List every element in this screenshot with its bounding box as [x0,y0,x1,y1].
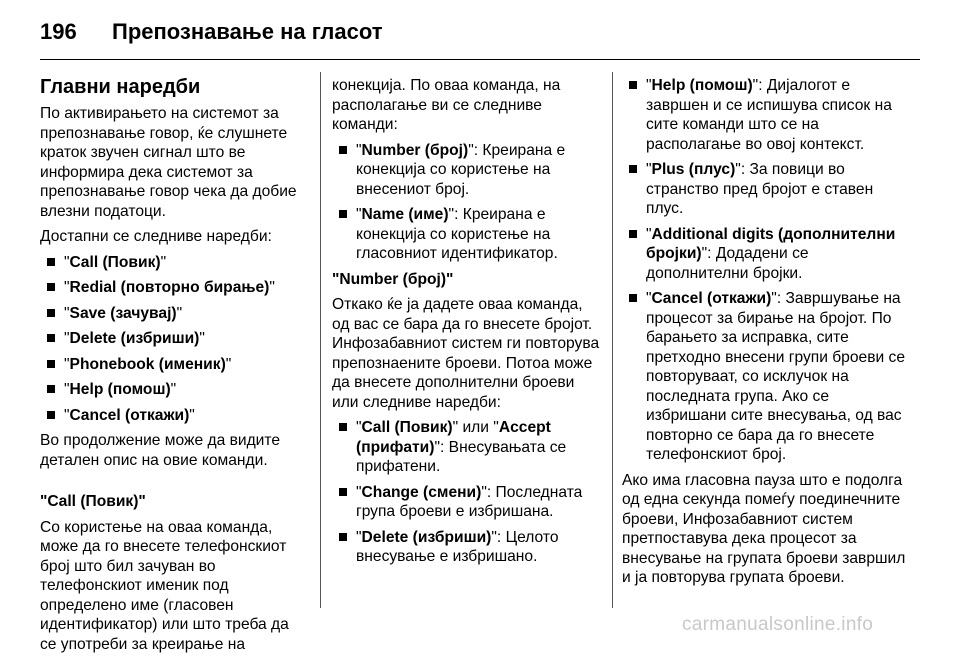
command-description: : Креирана е конекција со користење на гласовниот идентификатор. [356,206,558,262]
pause-paragraph: Ако има гласовна пауза што е подолга од една секунда помеѓу поединечните броеви, Инфозабавниот систем претпоставува дека процесот за внесување на групата броеви завршил и ја повторува групата броеви. [622,471,906,586]
list-item: "Call (Повик)" или "Accept (прифати)": Внесувањата се прифатени. [332,418,604,477]
command-label: Accept (прифати) [356,419,551,456]
available-commands-text: Достапни се следниве наредби: [40,228,272,245]
number-options-list [332,418,604,567]
command-label: Save (зачувај) [69,304,177,322]
number-heading: "Number (број)" [332,270,454,288]
list-item: "Help (помош)" [40,380,308,400]
call-heading: "Call (Повик)" [40,493,146,510]
call-paragraph: Со користење на оваа команда, може да го внесете телефонскиот број што бил зачуван во телефонскиот именик под определено име (гласовен идентификатор) или што треба да се употреби за креирање на [40,518,289,653]
details-paragraph: Во продолжение може да видите детален опис на овие команди. [40,432,281,469]
column-divider [612,72,613,608]
command-label: Delete (избриши) [69,330,200,347]
column-2 [332,76,604,573]
list-item: "Change (смени)": Последната група броеви е избришана. [332,483,604,522]
command-label: Cancel (откажи) [651,290,772,307]
command-description: : Последната група броеви е избришана. [356,483,583,520]
command-label: Number (број) [361,141,469,159]
list-item: "Cancel (откажи)": Завршување на процесот за бирање на бројот. По барањето за исправка, сите претходно внесени групи броеви се повторуваат, со исклучок на последната група. Ако се избришани сите внесувања, од вас повторно се бара да го внесете телефонскиот број. [622,289,912,465]
command-description: : Целото внесување е избришано. [356,528,559,565]
command-label: Name (име) [361,206,449,223]
column-divider [320,72,321,608]
list-item: "Call (Повик)" [40,253,308,273]
command-label: Additional digits (дополнителни бројки) [646,225,896,262]
command-description: : Дијалогот е завршен и се испишува список на сите команди што се на располагање во овој контекст. [646,77,892,153]
separator-text: " или " [452,419,499,436]
number-paragraph: Откако ќе ја дадете оваа команда, од вас се бара да го внесете бројот. Инфозабавниот систем ги повторува препознаените броеви. Потоа може да внесете дополнителни броеви или следниве наредби: [332,296,600,411]
list-item: "Delete (избриши)" [40,329,308,349]
command-label: Redial (повторно бирање) [69,279,270,296]
page-number: 196 [40,19,77,44]
page-title: Препознавање на гласот [112,19,383,44]
list-item: "Delete (избриши)": Целото внесување е избришано. [332,528,604,567]
list-item: "Number (број)": Креирана е конекција со користење на внесениот број. [332,141,604,200]
section-heading: Главни наредби [40,76,201,98]
command-description: : Внесувањата се прифатени. [356,438,567,475]
page-header [40,12,383,52]
command-list [40,253,308,426]
column-3 [622,76,912,594]
column-1 [40,76,308,660]
command-label: Delete (избриши) [361,528,492,546]
command-label: Plus (плус) [651,161,736,178]
command-label: Change (смени) [361,483,482,501]
command-label: Help (помош) [651,77,753,94]
list-item: "Cancel (откажи)" [40,406,308,426]
command-description: : Креирана е конекција со користење на внесениот број. [356,141,566,198]
command-description: : За повици во странство пред бројот е ставен плус. [646,161,874,217]
command-label: Call (Повик) [69,253,161,271]
list-item: "Additional digits (дополнителни бројки)": Додадени се дополнителни бројки. [622,225,912,284]
intro-paragraph: По активирањето на системот за препознавање говор, ќе слушнете краток звучен сигнал што ве информира дека системот за препознавање говор чека да добие влезни податоци. [40,105,297,220]
list-item: "Name (име)": Креирана е конекција со користење на гласовниот идентификатор. [332,205,604,264]
command-label: Help (помош) [69,381,171,398]
list-item: "Save (зачувај)" [40,304,308,324]
header-rule [40,59,920,60]
command-label: Cancel (откажи) [69,406,190,424]
more-options-list [622,76,912,465]
command-label: Call (Повик) [361,419,453,436]
list-item: "Redial (повторно бирање)" [40,278,308,298]
command-description: : Завршување на процесот за бирање на бројот. По барањето за исправка, сите претходно внесени групи броеви се повторуваат, со исклучок на последната група. Ако се избришани сите внесувања, од вас повторно се бара да го внесете телефонскиот број. [646,290,905,463]
list-item: "Plus (плус)": За повици во странство пред бројот е ставен плус. [622,160,912,219]
command-label: Phonebook (именик) [69,355,226,373]
call-options-list [332,141,604,264]
watermark: carmanualsonline.info [682,614,874,635]
list-item: "Phonebook (именик)" [40,355,308,375]
command-description: : Додадени се дополнителни бројки. [646,245,809,282]
list-item: "Help (помош)": Дијалогот е завршен и се испишува список на сите команди што се на располагање во овој контекст. [622,76,912,154]
continued-paragraph: конекција. По оваа команда, на располагање ви се следниве команди: [332,77,561,133]
